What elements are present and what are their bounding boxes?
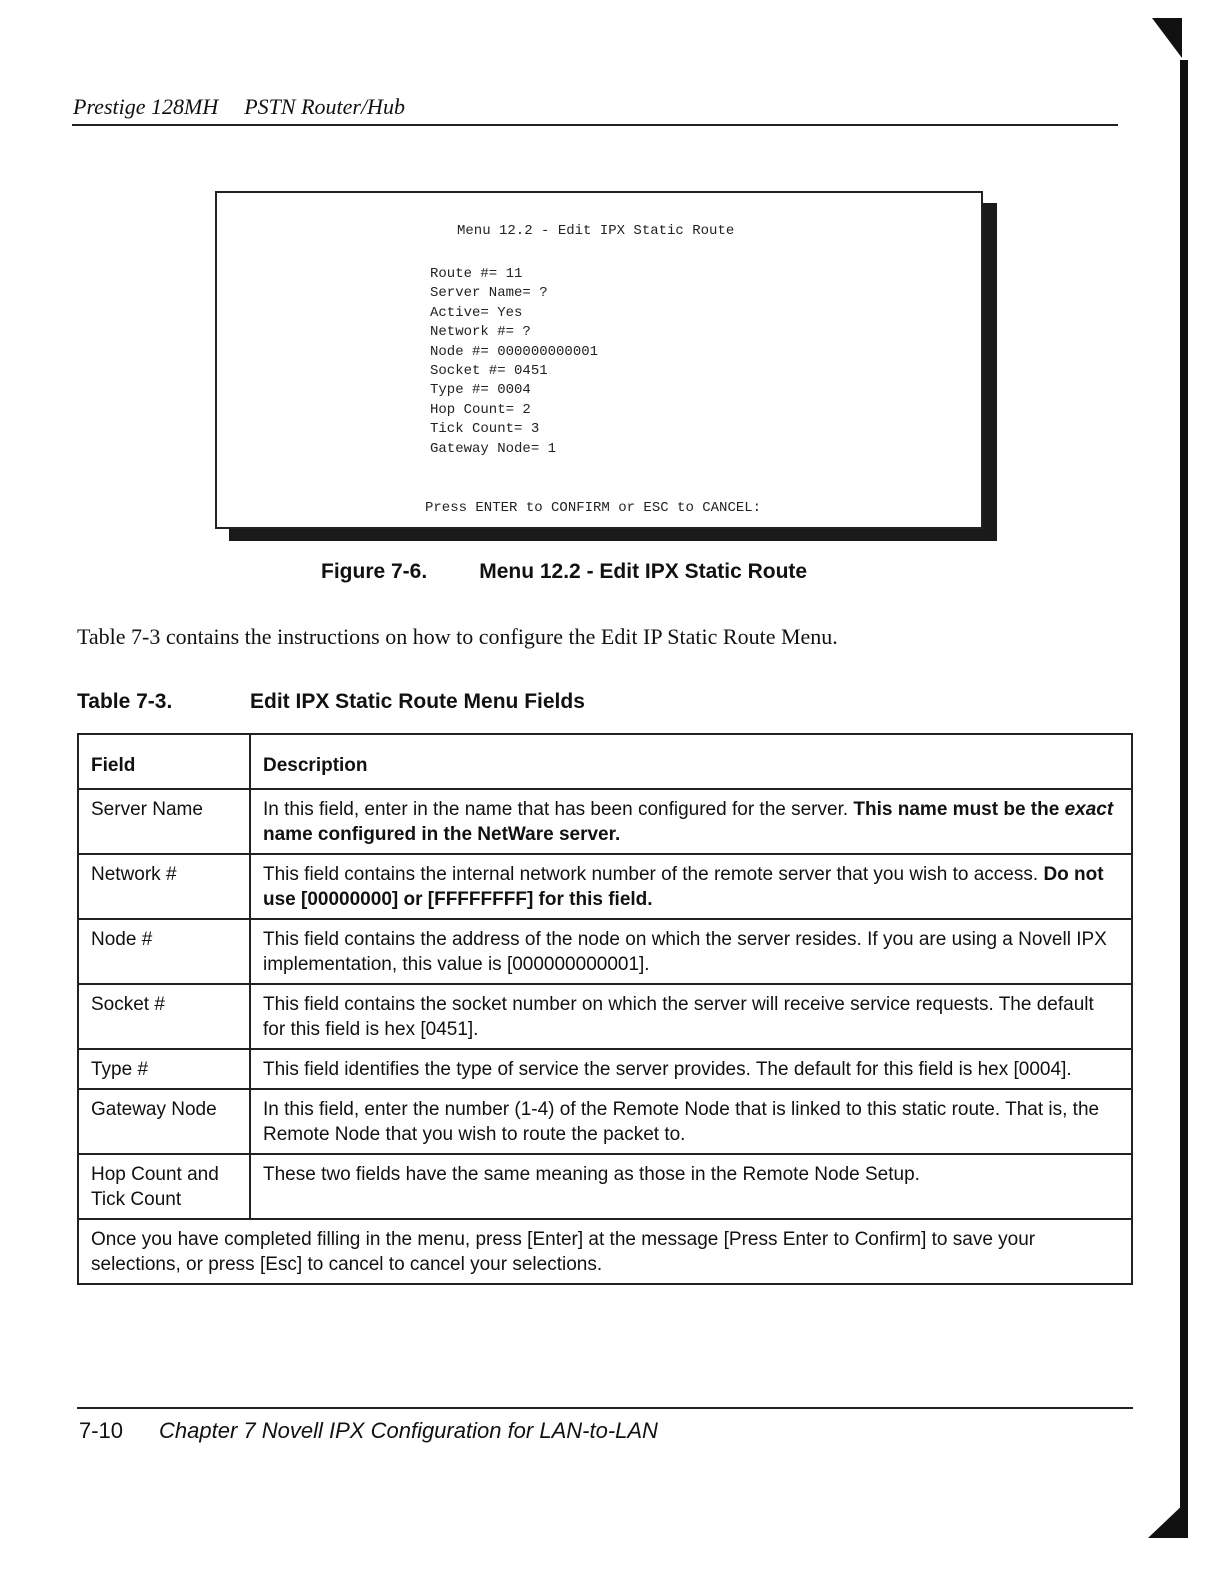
menu-field-network: Network #= ? — [430, 324, 531, 341]
binding-edge-bottom — [1148, 1500, 1188, 1538]
description-cell: These two fields have the same meaning as those in the Remote Node Setup. — [250, 1154, 1132, 1219]
field-cell: Server Name — [78, 789, 250, 854]
menu-field-socket: Socket #= 0451 — [430, 362, 548, 379]
field-cell: Gateway Node — [78, 1089, 250, 1154]
table-row — [78, 919, 1132, 984]
menu-field-active: Active= Yes — [430, 304, 523, 321]
header-description: Description — [250, 734, 1132, 789]
header-subtitle: PSTN Router/Hub — [244, 94, 405, 119]
table-title: Edit IPX Static Route Menu Fields — [250, 690, 585, 713]
description-text: In this field, enter in the name that has been configured for the server. — [263, 799, 849, 820]
table-footnote: Once you have completed filling in the menu, press [Enter] at the message [Press Enter to Confirm] to save your selections, or press [Esc] to cancel to cancel your selections. — [78, 1219, 1132, 1284]
description-cell: In this field, enter the number (1-4) of the Remote Node that is linked to this static route. That is, the Remote Node that you wish to route the packet to. — [250, 1089, 1132, 1154]
figure-caption — [321, 560, 807, 584]
field-cell: Socket # — [78, 984, 250, 1049]
table-row — [78, 854, 1132, 919]
body-paragraph: Table 7-3 contains the instructions on how to configure the Edit IP Static Route Menu. — [77, 624, 838, 649]
field-cell: Node # — [78, 919, 250, 984]
menu-field-list — [430, 265, 598, 459]
binding-edge — [1180, 60, 1188, 1530]
chapter-title: Chapter 7 Novell IPX Configuration for LAN-to-LAN — [159, 1418, 658, 1443]
description-cell: This field contains the socket number on which the server will receive service requests. The default for this field is hex [0451]. — [250, 984, 1132, 1049]
field-cell: Type # — [78, 1049, 250, 1089]
description-emphasis: Do not use [00000000] or [FFFFFFFF] for this field. — [263, 864, 1104, 910]
menu-field-node: Node #= 000000000001 — [430, 343, 599, 360]
description-emphasis: name configured in the NetWare server. — [263, 824, 621, 845]
table-row — [78, 789, 1132, 854]
running-footer — [79, 1418, 658, 1444]
table-row — [78, 984, 1132, 1049]
table-label: Table 7-3. — [77, 690, 173, 713]
menu-title: Menu 12.2 - Edit IPX Static Route — [457, 223, 735, 239]
fields-table — [77, 733, 1133, 1285]
description-cell: This field identifies the type of service the server provides. The default for this field is hex [0004]. — [250, 1049, 1132, 1089]
terminal-screen — [215, 191, 983, 529]
menu-field-route: Route #= 11 — [430, 266, 523, 282]
description-cell — [250, 789, 1132, 854]
table-row — [78, 1154, 1132, 1219]
menu-field-server-name: Server Name= ? — [430, 285, 548, 302]
field-cell: Network # — [78, 854, 250, 919]
figure-title: Menu 12.2 - Edit IPX Static Route — [479, 560, 808, 583]
description-text: This field contains the internal network number of the remote server that you wish to access. — [263, 864, 1039, 885]
field-cell: Hop Count and Tick Count — [78, 1154, 250, 1219]
page-number: 7-10 — [79, 1418, 124, 1443]
description-emphasis: This name must be the — [853, 799, 1060, 820]
description-emphasis-italic: exact — [1064, 799, 1114, 820]
footer-rule — [77, 1407, 1133, 1409]
menu-field-hop-count: Hop Count= 2 — [430, 401, 531, 418]
figure-label: Figure 7-6. — [321, 560, 428, 583]
description-cell: This field contains the address of the node on which the server resides. If you are using a Novell IPX implementation, this value is [000000000001]. — [250, 919, 1132, 984]
binding-edge-top — [1152, 18, 1182, 58]
header-product: Prestige 128MH — [73, 94, 219, 119]
table-caption — [77, 690, 585, 714]
table-row — [78, 1049, 1132, 1089]
header-rule — [72, 124, 1118, 126]
table-footnote-row — [78, 1219, 1132, 1284]
header-field: Field — [78, 734, 250, 789]
table-header-row — [78, 734, 1132, 789]
running-header — [73, 94, 405, 120]
confirm-prompt: Press ENTER to CONFIRM or ESC to CANCEL: — [425, 500, 762, 516]
menu-field-tick-count: Tick Count= 3 — [430, 421, 540, 438]
menu-field-type: Type #= 0004 — [430, 382, 531, 399]
menu-field-gateway-node: Gateway Node= 1 — [430, 440, 557, 457]
table-row — [78, 1089, 1132, 1154]
description-cell — [250, 854, 1132, 919]
